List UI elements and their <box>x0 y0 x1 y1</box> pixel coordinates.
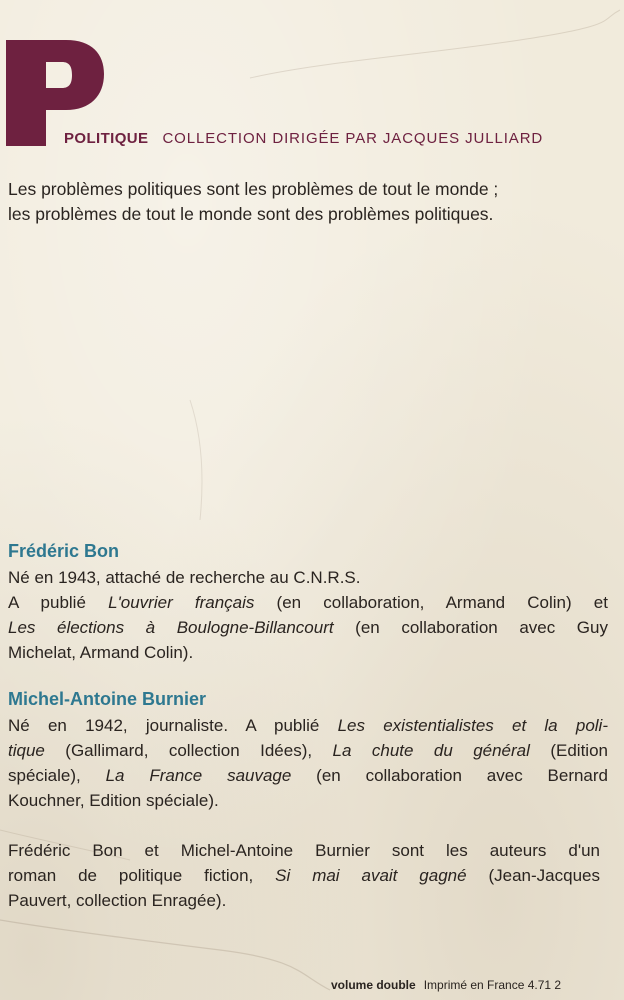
bio-line: Michelat, Armand Colin). <box>8 643 194 662</box>
book-title: La chute du général <box>332 741 530 760</box>
closing-line: Pauvert, collection Enragée). <box>8 891 227 910</box>
book-title: Les élections à Boulogne-Billancourt <box>8 618 334 637</box>
series-name: POLITIQUE <box>64 130 149 147</box>
collection-director: COLLECTION DIRIGÉE PAR JACQUES JULLIARD <box>162 130 544 147</box>
closing-paragraph <box>8 838 600 913</box>
intro-line: les problèmes de tout le monde sont des problèmes politiques. <box>8 204 494 224</box>
bio-line: Les élections à Boulogne-Billancourt (en collaboration avec Guy <box>8 618 608 637</box>
intro-statement <box>8 177 608 227</box>
author-name: Michel-Antoine Burnier <box>8 689 207 709</box>
book-title: Si mai avait gagné <box>275 866 467 885</box>
intro-line: Les problèmes politiques sont les problèmes de tout le monde ; <box>8 179 499 199</box>
author-bio <box>8 565 608 665</box>
author-bio <box>8 713 608 813</box>
book-title: L'ouvrier français <box>108 593 255 612</box>
bio-line: spéciale), La France sauvage (en collaboration avec Bernard <box>8 766 609 785</box>
print-footer <box>331 978 561 992</box>
author-bio-burnier <box>8 687 608 813</box>
book-title: Les existentialistes et la poli- <box>337 716 608 735</box>
bio-line: Né en 1942, journaliste. A publié Les existentialistes et la poli- <box>8 716 608 735</box>
bio-line: Kouchner, Edition spéciale). <box>8 791 219 810</box>
bio-line: A publié L'ouvrier français (en collaboration, Armand Colin) et <box>8 593 608 612</box>
closing-line: roman de politique fiction, Si mai avait gagné (Jean-Jacques <box>8 866 600 885</box>
book-title: La France sauvage <box>105 766 292 785</box>
closing-line: Frédéric Bon et Michel-Antoine Burnier sont les auteurs d'un <box>8 841 600 860</box>
print-info: Imprimé en France 4.71 2 <box>423 978 562 992</box>
volume-label: volume double <box>331 978 416 992</box>
bio-line: Né en 1943, attaché de recherche au C.N.R.S. <box>8 568 361 587</box>
collection-header <box>64 130 543 147</box>
book-title: tique <box>8 741 45 760</box>
bio-line: tique (Gallimard, collection Idées), La chute du général (Edition <box>8 741 608 760</box>
author-bio-bon <box>8 539 608 665</box>
author-name: Frédéric Bon <box>8 541 120 561</box>
